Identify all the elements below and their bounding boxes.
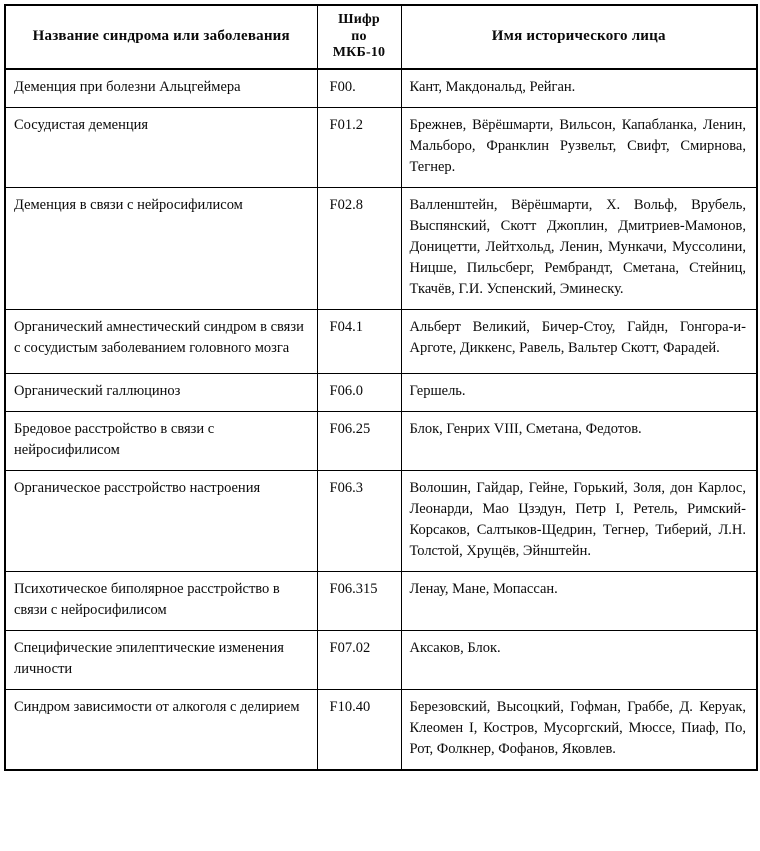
cell-persons: Гершель. (401, 373, 757, 411)
cell-code: F10.40 (317, 689, 401, 770)
cell-code: F01.2 (317, 107, 401, 187)
cell-name: Органический амнестический синдром в связи с сосудистым заболеванием головного мозга (5, 309, 317, 373)
table-row (5, 309, 757, 373)
table-header (5, 5, 757, 69)
cell-code: F00. (317, 69, 401, 108)
table-body (5, 69, 757, 770)
table-row (5, 571, 757, 630)
cell-name: Психотическое биполярное расстройство в связи с нейросифилисом (5, 571, 317, 630)
cell-persons: Брежнев, Вёрёшмарти, Вильсон, Капабланка, Ленин, Мальборо, Франклин Рузвельт, Свифт, Смирнова, Тегнер. (401, 107, 757, 187)
column-header-name: Название синдрома или заболевания (5, 5, 317, 69)
column-header-code (317, 5, 401, 69)
cell-code: F06.315 (317, 571, 401, 630)
cell-code: F06.25 (317, 411, 401, 470)
header-row (5, 5, 757, 69)
table-row (5, 470, 757, 571)
cell-code: F02.8 (317, 187, 401, 309)
cell-name: Деменция в связи с нейросифилисом (5, 187, 317, 309)
cell-persons: Валленштейн, Вёрёшмарти, Х. Вольф, Врубель, Выспянский, Скотт Джоплин, Дмитриев-Мамонов, Доницетти, Лейтхольд, Ленин, Мункачи, Муссолини, Ницше, Пильсберг, Рембрандт, Сметана, Стейниц, Ткачёв, Г.И. Успенский, Эминеску. (401, 187, 757, 309)
cell-code: F06.0 (317, 373, 401, 411)
cell-name: Специфические эпилептические изменения личности (5, 630, 317, 689)
cell-name: Синдром зависимости от алкоголя с делирием (5, 689, 317, 770)
diagnosis-table (4, 4, 758, 771)
cell-name: Органическое расстройство настроения (5, 470, 317, 571)
cell-name: Бредовое расстройство в связи с нейросифилисом (5, 411, 317, 470)
column-header-code-line1: Шифр (338, 12, 380, 27)
column-header-code-line2: по (351, 28, 367, 44)
table-row (5, 630, 757, 689)
table-row (5, 689, 757, 770)
cell-persons: Блок, Генрих VIII, Сметана, Федотов. (401, 411, 757, 470)
cell-persons: Кант, Макдональд, Рейган. (401, 69, 757, 108)
cell-name: Органический галлюциноз (5, 373, 317, 411)
cell-persons: Волошин, Гайдар, Гейне, Горький, Золя, дон Карлос, Леонарди, Мао Цзэдун, Петр I, Ретель, Римский-Корсаков, Салтыков-Щедрин, Тегнер, Тиберий, Л.Н. Толстой, Хрущёв, Эйнштейн. (401, 470, 757, 571)
cell-code: F07.02 (317, 630, 401, 689)
table-row (5, 373, 757, 411)
cell-persons: Альберт Великий, Бичер-Стоу, Гайдн, Гонгора-и-Арготе, Диккенс, Равель, Вальтер Скотт, Фарадей. (401, 309, 757, 373)
column-header-persons: Имя исторического лица (401, 5, 757, 69)
table-row (5, 187, 757, 309)
cell-persons: Аксаков, Блок. (401, 630, 757, 689)
table-row (5, 411, 757, 470)
cell-persons: Березовский, Высоцкий, Гофман, Граббе, Д. Керуак, Клеомен I, Костров, Мусоргский, Мюссе, Пиаф, По, Рот, Фолкнер, Фофанов, Яковлев. (401, 689, 757, 770)
cell-code: F06.3 (317, 470, 401, 571)
cell-persons: Ленау, Мане, Мопассан. (401, 571, 757, 630)
cell-name: Деменция при болезни Альцгеймера (5, 69, 317, 108)
table-row (5, 107, 757, 187)
cell-name: Сосудистая деменция (5, 107, 317, 187)
cell-code: F04.1 (317, 309, 401, 373)
table-row (5, 69, 757, 108)
column-header-code-line3: МКБ-10 (332, 45, 386, 61)
